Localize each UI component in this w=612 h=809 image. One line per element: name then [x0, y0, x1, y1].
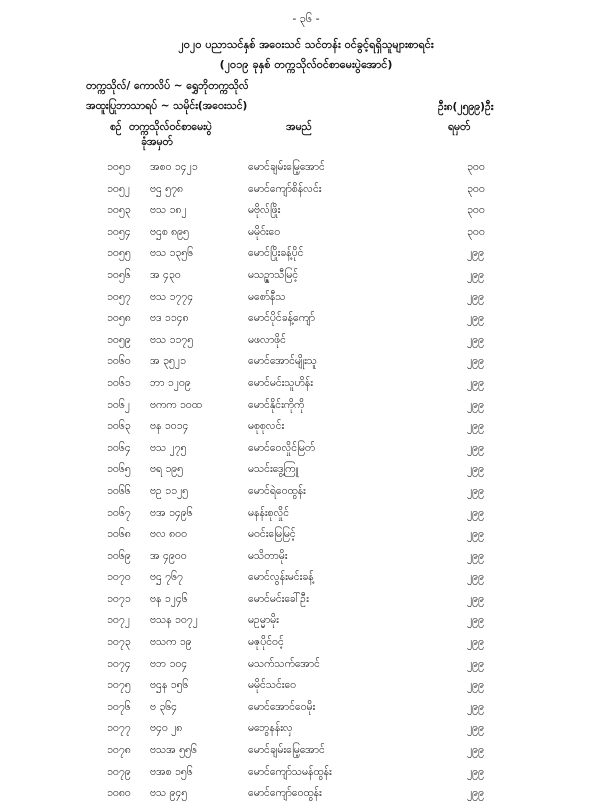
- table-row: [0, 183, 612, 205]
- course-code: ဦး၈(၂၅၉၉)ဦး: [438, 101, 494, 113]
- roll-number: ဗဌန ၁၅၆: [150, 679, 189, 692]
- row-number: ၁၀၇၇: [107, 722, 131, 735]
- roll-number: ဗသ ၁၇၇၄: [150, 290, 194, 303]
- student-name: မောင်ချမ်းမြေ့အောင်: [248, 161, 325, 173]
- roll-number: ဗသ ၂၇၅: [150, 441, 187, 454]
- roll-number: ဗဥ ၁၁၂၅: [150, 484, 189, 497]
- student-name: မမိုင်သင်းဝေ: [248, 679, 297, 692]
- table-row: [0, 744, 612, 766]
- student-name: မသင်းဒွေ့ကြူ: [248, 463, 299, 476]
- student-name: မနန်းစုလှိုင်: [248, 506, 290, 519]
- row-number: ၁၀၅၁: [107, 161, 131, 173]
- student-name: မောင်ကျော်သမန်ထွန်း: [248, 765, 332, 778]
- table-row: [0, 204, 612, 226]
- roll-number: ဘာ ၁၂၀၉: [150, 376, 191, 389]
- score: ၃၀၀: [467, 161, 485, 173]
- score: ၂၉၉: [467, 506, 484, 519]
- score: ၃၀၀: [467, 225, 485, 238]
- row-number: ၁၀၇၆: [107, 700, 131, 713]
- row-number: ၁၀၈၀: [107, 787, 131, 800]
- student-name: မောင်နိုင်းကိုကို: [248, 398, 305, 411]
- roll-number: ဗဌ ၇၆၇: [150, 571, 183, 584]
- score: ၂၉၉: [467, 679, 484, 692]
- table-row: [0, 507, 612, 529]
- roll-number: ဗသ ၉၄၅: [150, 787, 188, 800]
- table-row: [0, 377, 612, 399]
- roll-number: ဗသန ၁၀၇၂: [150, 614, 198, 627]
- score: ၂၉၉: [467, 290, 484, 303]
- table-row: [0, 679, 612, 701]
- document-subtitle: (၂၀၁၉ ခုနှစ် တက္ကသိုလ်ဝင်စာမေးပွဲအောင်): [219, 58, 393, 71]
- student-name: မောင်ရဲဝေထွန်း: [248, 484, 306, 497]
- student-name: မမိုဝ်းဝေ: [248, 225, 281, 238]
- score: ၂၉၉: [467, 355, 484, 368]
- table-row: [0, 614, 612, 636]
- roll-number: အ ၃၅၂၁: [150, 355, 186, 368]
- row-number: ၁၀၇၈: [107, 744, 131, 757]
- student-name: မောင်ဝေလှိုင်မြတ်: [248, 441, 316, 454]
- score: ၂၉၉: [467, 636, 484, 649]
- table-row: [0, 658, 612, 680]
- roll-number: ဗန ၁၂၄၆: [150, 592, 188, 605]
- row-number: ၁၀၇၄: [107, 657, 131, 670]
- page-number: - ၃၆ -: [292, 12, 320, 25]
- document-title: ၂၀၂၀ ပညာသင်နှစ် အဝေးသင် သင်တန်း ဝင်ခွင့်ရရှိသူများစာရင်း: [178, 38, 434, 51]
- score: ၃၀၀: [467, 182, 485, 195]
- row-number: ၁၀၆၆: [107, 484, 131, 497]
- student-name: မောင်ပြိုးခန့်ပိုင်: [248, 247, 304, 260]
- row-number: ၁၀၆၃: [107, 420, 131, 433]
- score: ၂၉၉: [467, 376, 484, 389]
- roll-number: ဗအစ ၁၅၆: [150, 765, 193, 778]
- score: ၂၉၉: [467, 441, 484, 454]
- student-name: မောင်လွန်းမင်းခန့်: [248, 571, 314, 584]
- score: ၂၉၉: [467, 484, 484, 497]
- student-name: မဇုပိုင်ဝင့်: [248, 636, 284, 649]
- roll-number: ဗဌ ၅၇၈: [150, 182, 183, 195]
- score: ၂၉၉: [467, 765, 484, 778]
- table-row: [0, 766, 612, 788]
- score: ၂၉၉: [467, 787, 484, 800]
- roll-number: ဗအ ၁၄၉၆: [150, 506, 193, 519]
- table-row: [0, 593, 612, 615]
- row-number: ၁၀၅၇: [107, 290, 131, 303]
- row-number: ၁၀၆၀: [107, 355, 131, 368]
- column-header-name: အမည်: [286, 121, 312, 133]
- row-number: ၁၀၇၁: [107, 592, 131, 605]
- student-name: မောင်မင်းသူဟိန်း: [248, 376, 313, 389]
- score: ၂၉၉: [467, 592, 484, 605]
- student-name: မောင်ပိုင်ခန့်ကျော်: [248, 312, 315, 325]
- university-line: တက္ကသိုလ်/ ကောလိပ် ~ ရွှေဘိုတက္ကသိုလ်: [86, 80, 249, 92]
- roll-number: ဗဘ ၁၀၄: [150, 657, 188, 670]
- student-name: မဥမ္မာမိုး: [248, 614, 279, 627]
- row-number: ၁၀၆၉: [107, 549, 131, 562]
- roll-number: ဗသက ၁၉: [150, 636, 192, 649]
- roll-number: ဗဒ ၁၁၄၈: [150, 312, 189, 325]
- table-row: [0, 787, 612, 809]
- student-name: မသဉ္ဇာသီမြင့်: [248, 268, 299, 281]
- table-row: [0, 247, 612, 269]
- row-number: ၁၀၇၂: [107, 614, 130, 627]
- table-row: [0, 226, 612, 248]
- table-row: [0, 399, 612, 421]
- row-number: ၁၀၆၂: [107, 398, 130, 411]
- roll-number: ဗသ ၁၁၇၅: [150, 333, 194, 346]
- row-number: ၁၀၆၇: [107, 506, 131, 519]
- results-list: [0, 161, 612, 809]
- roll-number: ဗ ၃၆၄: [150, 700, 178, 713]
- score: ၂၉၉: [467, 657, 484, 670]
- row-number: ၁၀၅၄: [107, 225, 131, 238]
- score: ၂၉၉: [467, 549, 484, 562]
- row-number: ၁၀၇၉: [107, 765, 131, 778]
- score: ၂၉၉: [467, 571, 484, 584]
- roll-number: ဗလ ၈၀၀: [150, 528, 187, 541]
- row-number: ၁၀၅၉: [107, 333, 131, 346]
- table-row: [0, 701, 612, 723]
- roll-number: ဗရ ၁၉၅: [150, 463, 184, 476]
- student-name: မဝင်းမြေမြင့်: [248, 528, 296, 541]
- table-row: [0, 571, 612, 593]
- score: ၂၉၉: [467, 614, 484, 627]
- table-row: [0, 528, 612, 550]
- student-name: မဘွေနန်းလှ: [248, 722, 293, 735]
- row-number: ၁၀၇၃: [107, 636, 131, 649]
- roll-number: အ ၄၉၀၀: [150, 549, 187, 562]
- roll-number: ဗကက ၁၀ထ: [150, 398, 202, 411]
- student-name: မောင်ကျော်စိန်လင်း: [248, 182, 322, 195]
- roll-number: အ ၄၃၀: [150, 268, 181, 281]
- roll-number: ဗသအ ၅၅၆: [150, 744, 197, 757]
- student-name: မောင်မင်းခေါ်ဦး: [248, 592, 309, 605]
- score: ၂၉၉: [467, 528, 484, 541]
- roll-number: ဗန ၁၀၁၄: [150, 420, 189, 433]
- table-row: [0, 334, 612, 356]
- column-header-amount: ရမှတ်: [448, 121, 471, 133]
- major-line: အထူးပြုဘာသာရပ် ~ သမိုင်း(အဝေးသင်): [86, 100, 248, 112]
- row-number: ၁၀၅၃: [107, 204, 131, 217]
- table-row: [0, 291, 612, 313]
- table-row: [0, 636, 612, 658]
- roll-number: ဗဌစ ၈၉၅: [150, 225, 189, 238]
- table-row: [0, 722, 612, 744]
- table-row: [0, 420, 612, 442]
- row-number: ၁၀၆၈: [107, 528, 131, 541]
- row-number: ၁၀၆၅: [107, 463, 131, 476]
- table-row: [0, 442, 612, 464]
- score: ၂၉၉: [467, 333, 484, 346]
- row-number: ၁၀၅၅: [107, 247, 131, 260]
- roll-number: အစဝ ၁၄၂၁: [150, 161, 198, 173]
- student-name: မသိတာမိုး: [248, 549, 288, 562]
- score: ၂၉၉: [467, 700, 484, 713]
- roll-number: ဗ၄၀ ၂၈: [150, 722, 183, 735]
- table-row: [0, 355, 612, 377]
- column-header-roll: တက္ကသိုလ်ဝင်စာမေးပွဲ: [129, 121, 212, 133]
- student-name: မစုစုလင်း: [248, 420, 285, 433]
- student-name: မောင်အောင်ဝေမိုး: [248, 700, 316, 713]
- student-name: မစော်နီသ: [248, 290, 286, 303]
- score: ၂၉၉: [467, 420, 484, 433]
- score: ၂၉၉: [467, 463, 484, 476]
- student-name: မောင်ကျော်ဝေထွန်း: [248, 787, 322, 800]
- roll-number: ဗသ ၁၃၅၆: [150, 247, 194, 260]
- row-number: ၁၀၅၂: [107, 182, 130, 195]
- table-row: [0, 312, 612, 334]
- table-row: [0, 463, 612, 485]
- score: ၂၉၉: [467, 722, 484, 735]
- column-header-no: စဉ်: [110, 121, 122, 133]
- score: ၂၉၉: [467, 398, 484, 411]
- score: ၃၀၀: [467, 204, 485, 217]
- row-number: ၁၀၇၀: [107, 571, 131, 584]
- row-number: ၁၀၅၈: [107, 312, 131, 325]
- row-number: ၁၀၅၆: [107, 268, 131, 281]
- table-row: [0, 550, 612, 572]
- student-name: မောင်ချမ်းမြေ့အောင်: [248, 744, 325, 757]
- roll-number: ဗသ ၁၈၂: [150, 204, 187, 217]
- student-name: မသက်သက်အောင်: [248, 657, 320, 670]
- row-number: ၁၀၆၄: [107, 441, 131, 454]
- column-header-roll-sub: ခုံအမှတ်: [141, 136, 173, 148]
- table-row: [0, 161, 612, 183]
- student-name: မဖလာဖိုင်: [248, 333, 286, 346]
- student-name: မောင်အောင်မျိုးသူ: [248, 355, 317, 368]
- student-name: မဗိုလ်ဖြိုး: [248, 204, 281, 217]
- score: ၂၉၉: [467, 268, 484, 281]
- score: ၂၉၉: [467, 247, 484, 260]
- score: ၂၉၉: [467, 312, 484, 325]
- row-number: ၁၀၆၁: [107, 376, 131, 389]
- row-number: ၁၀၇၅: [107, 679, 131, 692]
- table-row: [0, 269, 612, 291]
- score: ၂၉၉: [467, 744, 484, 757]
- table-row: [0, 485, 612, 507]
